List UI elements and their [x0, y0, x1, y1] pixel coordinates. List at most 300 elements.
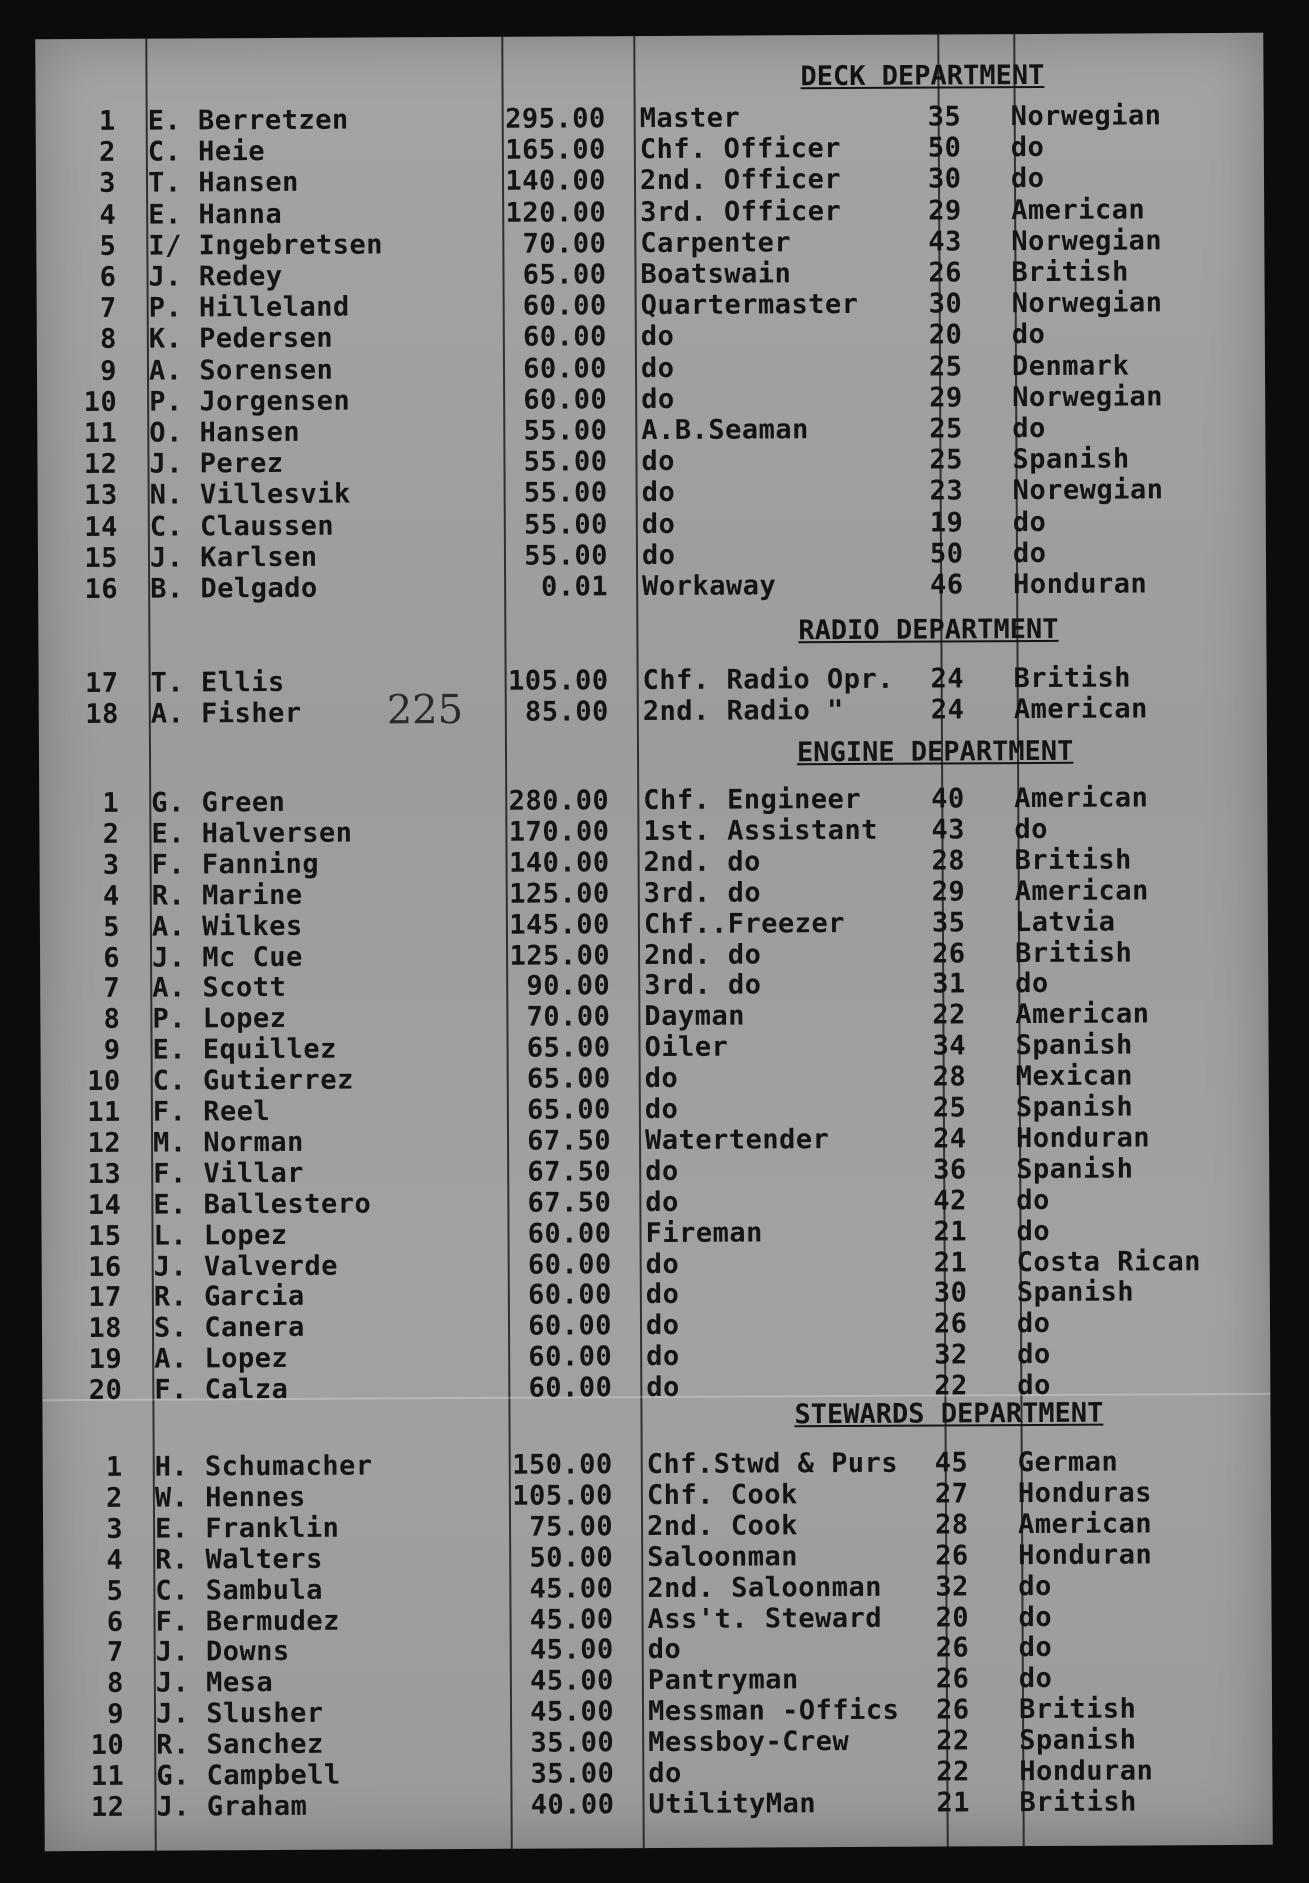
crew-num: 2 [99, 136, 116, 169]
crew-wage: 45.00 [529, 1634, 614, 1667]
crew-num: 3 [106, 1513, 124, 1545]
crew-rating: 2nd. do [643, 846, 761, 878]
crew-age: 20 [935, 1601, 970, 1634]
crew-name: J. Perez [149, 448, 284, 480]
crew-rating: 2nd. Cook [646, 1510, 798, 1542]
crew-nationality: Norwegian [1011, 287, 1163, 320]
crew-age: 24 [930, 663, 965, 695]
crew-name: A. Scott [152, 972, 287, 1005]
crew-nationality: American [1014, 875, 1149, 907]
crew-num: 6 [99, 261, 117, 293]
stewards-department-heading: STEWARDS DEPARTMENT [794, 1397, 1104, 1431]
crew-name: J. Downs [155, 1636, 290, 1669]
crew-name: R. Garcia [153, 1281, 305, 1314]
crew-nationality: Norwegian [1012, 381, 1164, 413]
crew-num: 4 [106, 1544, 124, 1576]
crew-age: 43 [931, 814, 966, 846]
crew-rating: Fireman [645, 1217, 763, 1249]
crew-nationality: do [1010, 132, 1045, 164]
deck-department-heading: DECK DEPARTMENT [800, 59, 1045, 93]
crew-nationality: do [1017, 1370, 1051, 1402]
crew-wage: 170.00 [508, 816, 610, 848]
crew-name: R. Marine [151, 879, 303, 912]
crew-num: 9 [107, 1698, 125, 1731]
crew-age: 25 [929, 444, 964, 476]
crew-nationality: do [1012, 506, 1047, 538]
crew-name: A. Lopez [154, 1343, 289, 1375]
crew-nationality: do [1017, 1339, 1051, 1371]
crew-age: 36 [933, 1154, 967, 1186]
crew-num: 1 [102, 787, 120, 819]
crew-nationality: Spanish [1012, 443, 1130, 476]
crew-age: 26 [931, 937, 966, 970]
crew-nationality: do [1016, 1184, 1050, 1216]
crew-wage: 60.00 [528, 1310, 613, 1342]
crew-num: 15 [84, 542, 119, 574]
crew-rating: do [646, 1371, 680, 1404]
crew-age: 42 [933, 1185, 967, 1217]
engine-department-heading: ENGINE DEPARTMENT [796, 735, 1074, 769]
crew-age: 25 [929, 413, 963, 445]
crew-num: 13 [84, 480, 118, 512]
crew-nationality: Norwegian [1010, 100, 1162, 133]
crew-rating: 2nd. Radio " [642, 695, 844, 728]
crew-age: 46 [930, 569, 964, 601]
crew-num: 15 [87, 1220, 122, 1252]
crew-name: J. Redey [148, 260, 283, 293]
crew-wage: 105.00 [512, 1480, 613, 1512]
crew-num: 12 [90, 1791, 125, 1823]
crew-rating: Chf. Cook [646, 1479, 798, 1511]
crew-name: P. Lopez [152, 1003, 287, 1035]
crew-wage: 125.00 [509, 939, 611, 972]
crew-wage: 85.00 [524, 696, 609, 728]
crew-name: F. Reel [152, 1096, 271, 1128]
crew-wage: 60.00 [522, 321, 607, 354]
crew-nationality: British [1013, 662, 1132, 695]
crew-name: F. Calza [154, 1374, 289, 1406]
crew-num: 11 [90, 1760, 125, 1792]
table-row [44, 1787, 1272, 1823]
crew-num: 14 [84, 511, 118, 543]
crew-rating: do [641, 446, 676, 478]
crew-num: 8 [99, 324, 117, 356]
crew-nationality: Spanish [1016, 1153, 1134, 1185]
crew-wage: 150.00 [512, 1449, 613, 1481]
crew-name: R. Sanchez [156, 1728, 324, 1761]
crew-rating: Chf. Engineer [643, 783, 862, 817]
crew-name: C. Gutierrez [152, 1064, 354, 1097]
crew-wage: 0.01 [541, 571, 609, 603]
crew-wage: 50.00 [529, 1541, 614, 1574]
crew-name: E. Equillez [152, 1033, 337, 1066]
crew-rating: do [641, 383, 675, 415]
table-row [37, 288, 1265, 324]
crew-age: 21 [936, 1787, 971, 1819]
crew-age: 21 [933, 1246, 968, 1279]
crew-num: 2 [102, 818, 120, 850]
crew-age: 21 [933, 1215, 968, 1248]
crew-rating: do [645, 1279, 680, 1311]
crew-age: 32 [935, 1570, 969, 1603]
crew-age: 22 [934, 1370, 968, 1402]
crew-name: I/ Ingebretsen [148, 229, 384, 262]
crew-name: G. Campbell [156, 1759, 341, 1792]
crew-age: 35 [931, 906, 966, 939]
crew-nationality: American [1013, 693, 1148, 726]
table-row [39, 694, 1267, 730]
crew-num: 17 [88, 1282, 122, 1314]
crew-nationality: Honduras [1017, 1477, 1153, 1509]
crew-num: 10 [87, 1065, 121, 1098]
crew-wage: 60.00 [523, 352, 608, 385]
crew-num: 1 [98, 105, 116, 137]
crew-nationality: Norewgian [1012, 474, 1164, 507]
crew-num: 7 [99, 292, 117, 325]
crew-nationality: British [1018, 1693, 1137, 1726]
crew-nationality: do [1012, 412, 1046, 445]
crew-nationality: do [1010, 163, 1045, 195]
crew-name: E. Halversen [151, 817, 353, 850]
crew-name: C. Claussen [149, 510, 335, 543]
crew-rating: Dayman [644, 1000, 746, 1033]
crew-wage: 140.00 [508, 847, 610, 879]
crew-name: P. Jorgensen [149, 385, 351, 418]
crew-num: 6 [103, 942, 121, 974]
crew-rating: do [641, 508, 676, 540]
crew-age: 45 [934, 1447, 969, 1479]
crew-name: E. Ballestero [153, 1188, 372, 1221]
crew-age: 31 [932, 968, 966, 1000]
crew-age: 29 [931, 876, 966, 908]
crew-wage: 120.00 [505, 196, 607, 229]
crew-rating: 3rd. Officer [640, 195, 842, 228]
crew-num: 16 [88, 1251, 122, 1283]
crew-wage: 67.50 [527, 1125, 612, 1157]
crew-name: J. Mc Cue [151, 941, 303, 974]
crew-num: 19 [88, 1343, 123, 1376]
crew-age: 26 [933, 1308, 968, 1340]
crew-name: G. Green [151, 786, 286, 819]
crew-age: 29 [929, 382, 963, 414]
crew-nationality: Latvia [1014, 906, 1116, 938]
crew-age: 23 [929, 475, 964, 507]
crew-num: 18 [85, 698, 119, 730]
crew-rating: Chf. Officer [639, 133, 842, 166]
crew-num: 7 [106, 1637, 124, 1669]
crew-nationality: do [1018, 1632, 1053, 1664]
crew-wage: 40.00 [530, 1789, 615, 1821]
crew-name: J. Valverde [153, 1250, 339, 1283]
crew-nationality: do [1014, 813, 1049, 846]
crew-wage: 140.00 [505, 165, 607, 198]
crew-name: M. Norman [152, 1126, 304, 1159]
crew-name: E. Franklin [154, 1512, 340, 1545]
crew-name: F. Villar [153, 1157, 305, 1190]
crew-rating: do [646, 1341, 680, 1373]
crew-num: 10 [83, 386, 118, 418]
crew-num: 8 [103, 1004, 121, 1036]
crew-name: J. Slusher [155, 1697, 324, 1730]
crew-rating: 3rd. do [644, 969, 762, 1002]
table-row [37, 382, 1265, 418]
crew-wage: 55.00 [523, 477, 608, 510]
crew-num: 10 [90, 1729, 125, 1762]
crew-rating: UtilityMan [648, 1788, 817, 1820]
crew-wage: 35.00 [530, 1727, 615, 1759]
crew-age: 22 [936, 1725, 970, 1757]
crew-wage: 45.00 [529, 1603, 614, 1636]
crew-num: 5 [99, 230, 117, 262]
crew-num: 9 [103, 1034, 121, 1067]
crew-age: 20 [928, 319, 963, 351]
crew-nationality: American [1015, 998, 1150, 1031]
crew-wage: 75.00 [529, 1511, 614, 1543]
crew-wage: 65.00 [522, 259, 607, 291]
crew-wage: 60.00 [528, 1372, 613, 1404]
crew-wage: 280.00 [508, 785, 610, 817]
crew-age: 28 [931, 845, 966, 877]
crew-nationality: British [1014, 844, 1132, 876]
crew-age: 22 [936, 1756, 970, 1788]
crew-nationality: Norwegian [1011, 225, 1163, 257]
crew-nationality: Honduran [1019, 1755, 1154, 1788]
crew-name: C. Heie [147, 136, 266, 168]
crew-name: C. Sambula [155, 1574, 324, 1607]
crew-wage: 55.00 [523, 415, 608, 447]
crew-num: 5 [103, 911, 120, 943]
crew-wage: 70.00 [522, 228, 607, 260]
crew-nationality: Spanish [1016, 1276, 1135, 1309]
crew-nationality: do [1016, 1308, 1051, 1340]
crew-name: A. Fisher [150, 697, 302, 730]
crew-nationality: American [1014, 782, 1149, 815]
crew-rating: do [645, 1248, 680, 1280]
crew-wage: 65.00 [527, 1094, 611, 1126]
crew-rating: do [647, 1634, 682, 1666]
crew-rating: Workaway [642, 570, 777, 603]
crew-rating: do [645, 1155, 679, 1187]
crew-name: T. Hansen [147, 167, 299, 200]
crew-name: A. Sorensen [148, 354, 334, 387]
crew-age: 26 [935, 1540, 969, 1572]
crew-rating: 2nd. do [643, 938, 762, 971]
crew-nationality: German [1017, 1446, 1119, 1479]
crew-wage: 45.00 [529, 1572, 614, 1605]
crew-nationality: do [1016, 1215, 1051, 1247]
crew-age: 24 [932, 1123, 967, 1155]
crew-wage: 145.00 [509, 908, 610, 941]
crew-age: 26 [935, 1663, 970, 1695]
crew-rating: Carpenter [640, 227, 792, 259]
crew-nationality: Costa Rican [1016, 1245, 1202, 1278]
crew-rating: do [645, 1186, 679, 1218]
crew-age: 28 [932, 1061, 967, 1093]
crew-name: N. Villesvik [149, 478, 351, 512]
crew-rating: do [648, 1757, 682, 1790]
crew-num: 18 [88, 1313, 123, 1345]
crew-nationality: Honduran [1015, 1122, 1151, 1154]
crew-list-page [35, 33, 1272, 1851]
crew-name: O. Hansen [149, 416, 301, 449]
crew-name: E. Hanna [148, 198, 283, 231]
crew-wage: 35.00 [530, 1758, 615, 1790]
crew-rating: 2nd. Saloonman [647, 1571, 883, 1604]
handwritten-note: 225 [386, 686, 464, 734]
crew-nationality: Spanish [1015, 1091, 1134, 1124]
crew-name: B. Delgado [150, 572, 318, 605]
crew-rating: Boatswain [640, 258, 792, 291]
crew-rating: Watertender [644, 1123, 830, 1156]
crew-wage: 60.00 [522, 290, 607, 322]
crew-wage: 60.00 [523, 384, 608, 416]
crew-num: 11 [87, 1096, 121, 1128]
crew-rating: Messman -Offics [647, 1694, 900, 1728]
crew-num: 3 [102, 849, 120, 881]
crew-age: 26 [928, 257, 963, 289]
crew-wage: 67.50 [527, 1156, 612, 1188]
crew-nationality: British [1014, 936, 1133, 969]
crew-name: J. Karlsen [149, 541, 318, 574]
crew-rating: Saloonman [647, 1540, 799, 1573]
crew-rating: 2nd. Officer [639, 164, 842, 197]
crew-age: 35 [927, 101, 962, 133]
crew-wage: 125.00 [509, 877, 610, 910]
crew-age: 25 [928, 350, 963, 383]
crew-rating: Quartermaster [640, 289, 859, 322]
crew-name: K. Pedersen [148, 323, 334, 356]
crew-rating: do [645, 1310, 680, 1342]
crew-wage: 60.00 [528, 1341, 613, 1373]
crew-age: 26 [935, 1694, 970, 1726]
crew-age: 32 [934, 1339, 968, 1371]
crew-age: 25 [932, 1092, 967, 1124]
crew-rating: 3rd. do [643, 877, 762, 909]
crew-age: 50 [927, 132, 962, 164]
crew-age: 43 [928, 226, 962, 258]
table-row [38, 475, 1266, 511]
crew-num: 3 [99, 168, 117, 200]
crew-num: 7 [103, 973, 121, 1005]
crew-age: 19 [929, 506, 964, 539]
crew-wage: 295.00 [505, 103, 606, 135]
crew-num: 16 [84, 573, 119, 605]
crew-name: J. Graham [156, 1790, 308, 1823]
crew-nationality: British [1011, 256, 1129, 289]
crew-num: 4 [102, 880, 120, 912]
crew-rating: do [640, 321, 675, 353]
crew-num: 14 [87, 1189, 122, 1221]
crew-num: 12 [83, 448, 118, 481]
crew-name: F. Bermudez [155, 1605, 340, 1638]
crew-rating: do [641, 477, 676, 509]
crew-name: F. Fanning [151, 848, 320, 881]
crew-age: 50 [929, 538, 964, 570]
crew-rating: Chf.Stwd & Purs [646, 1447, 899, 1481]
crew-name: A. Wilkes [151, 910, 303, 943]
crew-rating: do [644, 1093, 679, 1126]
crew-name: E. Berretzen [147, 104, 349, 137]
crew-age: 27 [934, 1478, 969, 1510]
crew-nationality: American [1017, 1508, 1153, 1540]
crew-age: 26 [935, 1632, 970, 1664]
crew-wage: 60.00 [527, 1248, 612, 1281]
crew-wage: 67.50 [527, 1186, 612, 1219]
crew-age: 22 [932, 999, 966, 1031]
crew-name: T. Ellis [150, 666, 285, 699]
crew-rating: Master [639, 102, 741, 135]
crew-nationality: Honduran [1018, 1539, 1153, 1571]
table-row [36, 132, 1264, 168]
crew-name: R. Walters [155, 1543, 323, 1576]
crew-nationality: American [1011, 194, 1146, 226]
crew-wage: 55.00 [524, 540, 609, 572]
crew-nationality: Mexican [1015, 1060, 1134, 1093]
crew-rating: A.B.Seaman [641, 414, 809, 447]
crew-rating: do [641, 539, 676, 571]
crew-name: P. Hilleland [148, 291, 350, 324]
crew-nationality: do [1015, 968, 1049, 1000]
crew-rating: 1st. Assistant [643, 814, 879, 847]
crew-name: W. Hennes [154, 1481, 306, 1514]
crew-rating: do [640, 352, 675, 384]
crew-num: 4 [99, 199, 117, 231]
crew-wage: 70.00 [526, 1001, 611, 1033]
crew-wage: 55.00 [523, 446, 608, 478]
crew-nationality: do [1011, 319, 1046, 351]
crew-age: 30 [933, 1277, 968, 1309]
crew-rating: Pantryman [647, 1664, 799, 1697]
crew-age: 34 [932, 1030, 967, 1062]
crew-num: 5 [106, 1575, 124, 1607]
crew-rating: Messboy-Crew [648, 1726, 850, 1759]
crew-age: 30 [927, 163, 962, 195]
crew-name: S. Canera [153, 1312, 305, 1344]
crew-rating: Chf. Radio Opr. [642, 663, 895, 697]
crew-num: 11 [83, 417, 118, 449]
crew-num: 13 [87, 1158, 122, 1190]
crew-wage: 65.00 [526, 1032, 611, 1064]
crew-rating: Ass't. Steward [647, 1602, 883, 1635]
crew-num: 2 [106, 1482, 123, 1514]
crew-rating: Oiler [644, 1031, 729, 1064]
crew-wage: 60.00 [527, 1279, 612, 1312]
crew-rating: do [644, 1062, 679, 1095]
crew-wage: 65.00 [526, 1063, 611, 1095]
radio-department-heading: RADIO DEPARTMENT [798, 613, 1059, 647]
crew-name: H. Schumacher [154, 1450, 373, 1483]
crew-wage: 165.00 [505, 134, 606, 166]
crew-age: 28 [934, 1509, 969, 1541]
crew-age: 40 [931, 783, 965, 815]
table-row [42, 1370, 1270, 1406]
crew-num: 12 [87, 1127, 122, 1159]
crew-rating: Chf..Freezer [643, 907, 846, 940]
crew-nationality: British [1019, 1786, 1137, 1818]
crew-nationality: do [1018, 1663, 1053, 1695]
crew-num: 8 [107, 1668, 124, 1700]
crew-nationality: Spanish [1015, 1029, 1133, 1062]
crew-age: 30 [928, 288, 963, 320]
crew-nationality: Denmark [1011, 350, 1130, 382]
table-row [38, 506, 1266, 542]
crew-wage: 105.00 [508, 665, 609, 697]
crew-nationality: do [1018, 1570, 1052, 1602]
table-row [36, 101, 1264, 137]
crew-num: 1 [105, 1451, 123, 1483]
crew-nationality: do [1018, 1601, 1053, 1633]
crew-num: 6 [106, 1606, 124, 1638]
